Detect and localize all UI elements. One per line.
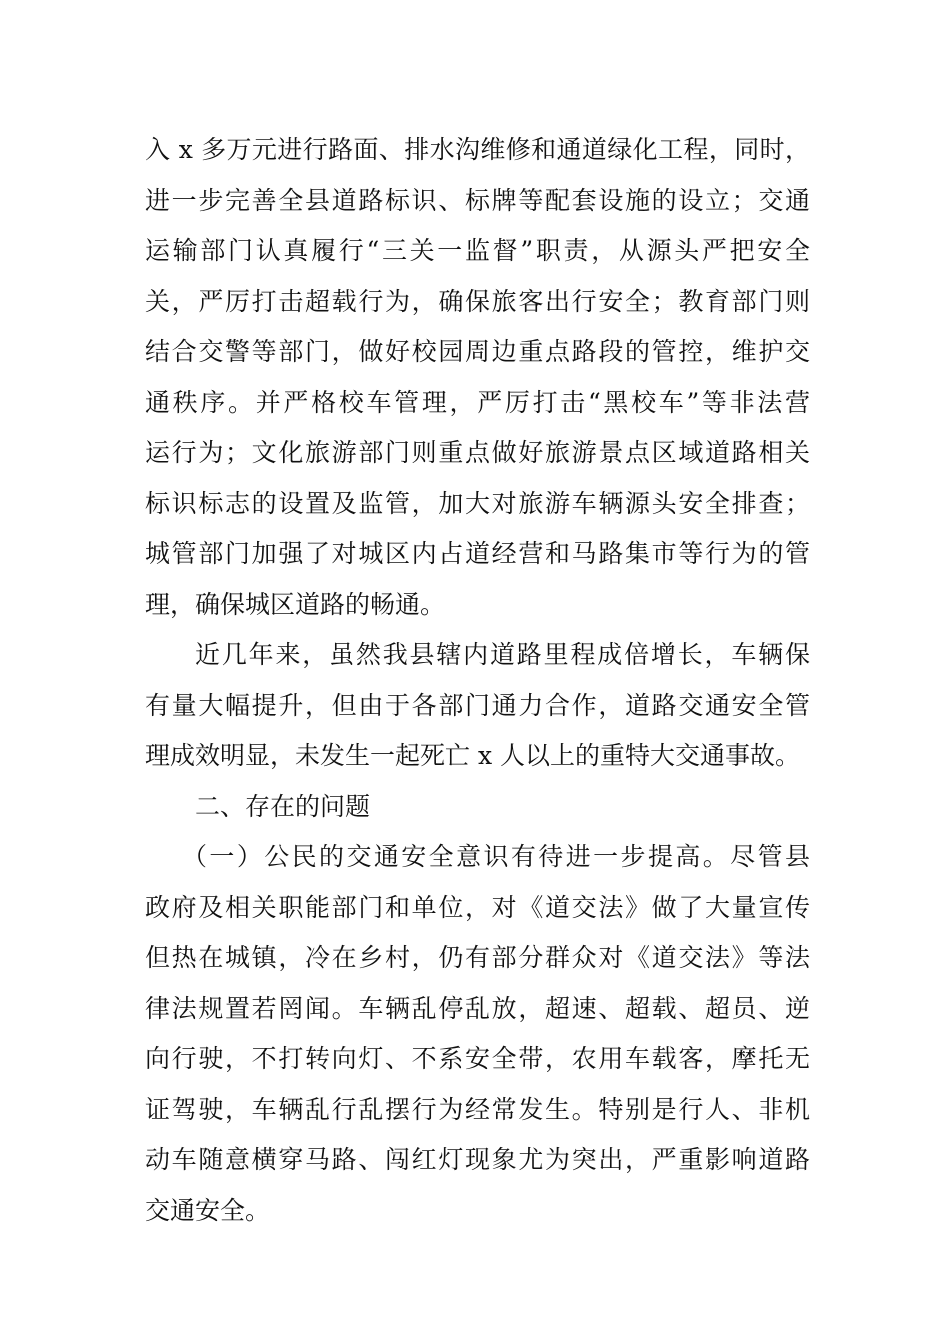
paragraph-3-line-1: （一）公民的交通安全意识有待进一步提高。尽管县 (182, 842, 810, 871)
paragraph-2-line-3: 理成效明显，未发生一起死亡 x 人以上的重特大交通事故。 (145, 741, 800, 770)
paragraph-1-line-5: 结合交警等部门，做好校园周边重点路段的管控，维护交 (145, 337, 810, 366)
paragraph-1-line-2: 进一步完善全县道路标识、标牌等配套设施的设立；交通 (145, 185, 810, 215)
paragraph-3-line-3: 但热在城镇，冷在乡村，仍有部分群众对《道交法》等法 (145, 943, 810, 972)
paragraph-1-line-6: 通秩序。并严格校车管理，严厉打击“黑校车”等非法营 (145, 387, 810, 417)
paragraph-3-line-7: 动车随意横穿马路、闯红灯现象尤为突出，严重影响道路 (145, 1145, 810, 1174)
paragraph-3-line-2: 政府及相关职能部门和单位，对《道交法》做了大量宣传 (145, 892, 810, 922)
paragraph-2-line-2: 有量大幅提升，但由于各部门通力合作，道路交通安全管 (145, 690, 810, 720)
paragraph-3-line-6: 证驾驶，车辆乱行乱摆行为经常发生。特别是行人、非机 (145, 1094, 810, 1124)
paragraph-1-line-10: 理，确保城区道路的畅通。 (145, 589, 446, 619)
paragraph-1-line-1: 入 x 多万元进行路面、排水沟维修和通道绿化工程，同时， (145, 135, 810, 164)
section-heading: 二、存在的问题 (195, 791, 371, 821)
paragraph-1-line-7: 运行为；文化旅游部门则重点做好旅游景点区域道路相关 (145, 438, 810, 467)
document-body (145, 125, 810, 1236)
paragraph-3-line-8: 交通安全。 (145, 1195, 271, 1225)
paragraph-2-line-1: 近几年来，虽然我县辖内道路里程成倍增长，车辆保 (195, 640, 810, 669)
paragraph-3-line-5: 向行驶，不打转向灯、不系安全带，农用车载客，摩托无 (145, 1044, 810, 1073)
paragraph-1-line-8: 标识标志的设置及监管，加大对旅游车辆源头安全排查； (145, 488, 810, 518)
paragraph-1-line-9: 城管部门加强了对城区内占道经营和马路集市等行为的管 (145, 539, 810, 568)
paragraph-1-line-4: 关，严厉打击超载行为，确保旅客出行安全；教育部门则 (145, 286, 810, 316)
paragraph-1-line-3: 运输部门认真履行“三关一监督”职责，从源头严把安全 (145, 236, 810, 265)
paragraph-3-line-4: 律法规置若罔闻。车辆乱停乱放，超速、超载、超员、逆 (145, 993, 810, 1023)
